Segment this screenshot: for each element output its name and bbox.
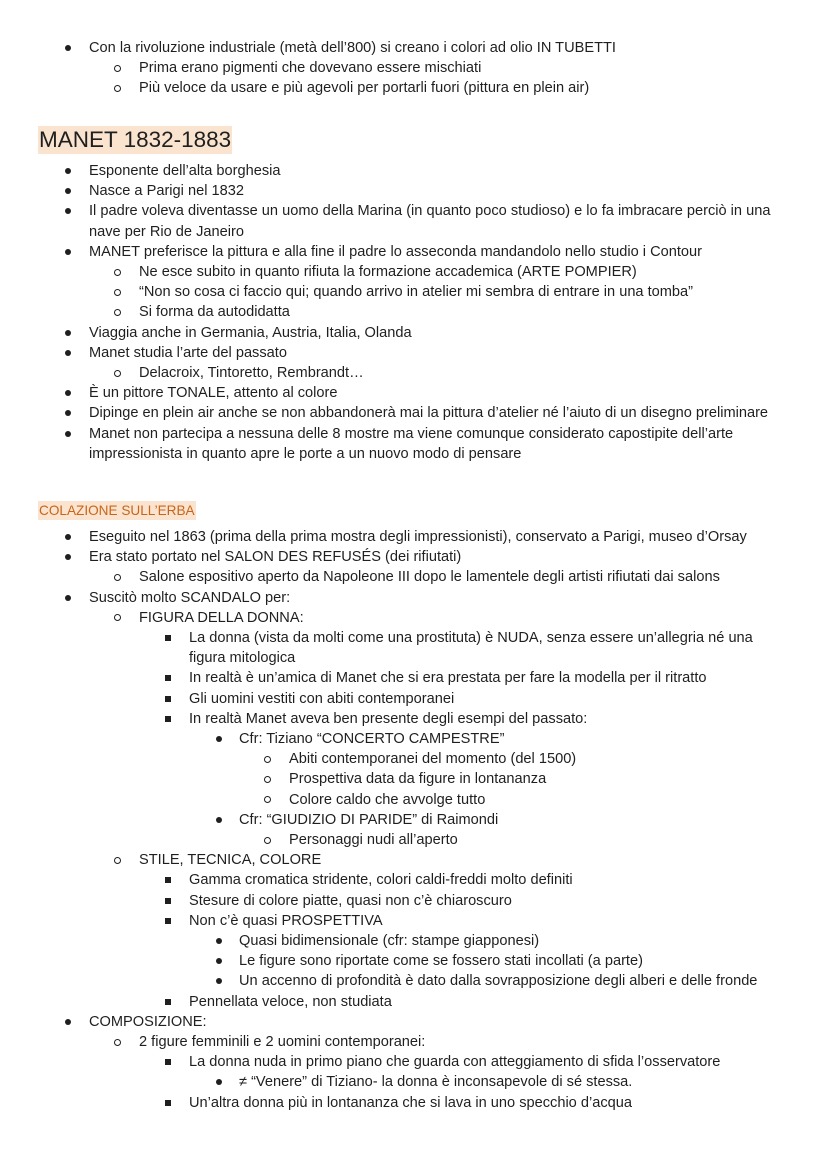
colazione-heading: COLAZIONE SULL’ERBA <box>39 503 195 518</box>
colazione-item: Un’altra donna più in lontananza che si lava in uno specchio d’acqua <box>0 1093 789 1113</box>
colazione-item: Pennellata veloce, non studiata <box>0 992 789 1012</box>
colazione-item: Prospettiva data da figure in lontananza <box>0 769 789 789</box>
colazione-item: FIGURA DELLA DONNA: <box>0 608 789 628</box>
colazione-item: Era stato portato nel SALON DES REFUSÉS (dei rifiutati) <box>0 547 779 567</box>
manet-item: Delacroix, Tintoretto, Rembrandt… <box>0 363 779 383</box>
manet-list <box>0 161 779 464</box>
manet-item: Si forma da autodidatta <box>0 302 779 322</box>
colazione-item: Colore caldo che avvolge tutto <box>0 790 789 810</box>
manet-item: Dipinge en plein air anche se non abbandonerà mai la pittura d’atelier né l’aiuto di un disegno preliminare <box>0 403 779 423</box>
colazione-item: La donna nuda in primo piano che guarda con atteggiamento di sfida l’osservatore <box>0 1052 789 1072</box>
manet-item: Il padre voleva diventasse un uomo della Marina (in quanto poco studioso) e lo fa imbracare perciò in una nave per Rio de Janeiro <box>0 201 779 241</box>
manet-item: Manet non partecipa a nessuna delle 8 mostre ma viene comunque considerato capostipite dell’arte impressionista in quanto apre le porte a un nuovo modo di pensare <box>0 424 779 464</box>
colazione-item: Quasi bidimensionale (cfr: stampe giapponesi) <box>0 931 789 951</box>
colazione-item: Eseguito nel 1863 (prima della prima mostra degli impressionisti), conservato a Parigi, museo d’Orsay <box>0 527 779 547</box>
colazione-item: Non c’è quasi PROSPETTIVA <box>0 911 789 931</box>
colazione-item: In realtà è un’amica di Manet che si era prestata per fare la modella per il ritratto <box>0 668 789 688</box>
colazione-item: Suscitò molto SCANDALO per: <box>0 588 779 608</box>
colazione-item: Gamma cromatica stridente, colori caldi-freddi molto definiti <box>0 870 789 890</box>
colazione-item: Un accenno di profondità è dato dalla sovrapposizione degli alberi e delle fronde <box>0 971 789 991</box>
colazione-item: La donna (vista da molti come una prostituta) è NUDA, senza essere un’allegria né una figura mitologica <box>0 628 789 668</box>
intro-list <box>0 38 779 99</box>
manet-item: Viaggia anche in Germania, Austria, Italia, Olanda <box>0 323 779 343</box>
intro-item: Con la rivoluzione industriale (metà dell’800) si creano i colori ad olio IN TUBETTI <box>0 38 779 58</box>
colazione-item: Personaggi nudi all’aperto <box>0 830 789 850</box>
manet-item: Ne esce subito in quanto rifiuta la formazione accademica (ARTE POMPIER) <box>0 262 779 282</box>
colazione-item: Abiti contemporanei del momento (del 1500) <box>0 749 789 769</box>
manet-item: Esponente dell’alta borghesia <box>0 161 779 181</box>
colazione-item: Salone espositivo aperto da Napoleone III dopo le lamentele degli artisti rifiutati dai salons <box>0 567 789 587</box>
colazione-list <box>0 527 789 1113</box>
manet-item: È un pittore TONALE, attento al colore <box>0 383 779 403</box>
manet-item: MANET preferisce la pittura e alla fine il padre lo asseconda mandandolo nello studio i Contour <box>0 242 779 262</box>
colazione-item: Stesure di colore piatte, quasi non c’è chiaroscuro <box>0 891 789 911</box>
intro-item: Prima erano pigmenti che dovevano essere mischiati <box>0 58 779 78</box>
colazione-item: Cfr: Tiziano “CONCERTO CAMPESTRE” <box>0 729 789 749</box>
colazione-item: ≠ “Venere” di Tiziano- la donna è inconsapevole di sé stessa. <box>0 1072 789 1092</box>
manet-item: “Non so cosa ci faccio qui; quando arrivo in atelier mi sembra di entrare in una tomba” <box>0 282 779 302</box>
manet-item: Nasce a Parigi nel 1832 <box>0 181 779 201</box>
colazione-item: Gli uomini vestiti con abiti contemporanei <box>0 689 789 709</box>
manet-item: Manet studia l’arte del passato <box>0 343 779 363</box>
colazione-item: 2 figure femminili e 2 uomini contemporanei: <box>0 1032 789 1052</box>
colazione-item: In realtà Manet aveva ben presente degli esempi del passato: <box>0 709 789 729</box>
colazione-item: COMPOSIZIONE: <box>0 1012 779 1032</box>
intro-item: Più veloce da usare e più agevoli per portarli fuori (pittura en plein air) <box>0 78 779 98</box>
colazione-item: Le figure sono riportate come se fossero stati incollati (a parte) <box>0 951 789 971</box>
colazione-item: STILE, TECNICA, COLORE <box>0 850 789 870</box>
colazione-item: Cfr: “GIUDIZIO DI PARIDE” di Raimondi <box>0 810 789 830</box>
manet-heading: MANET 1832-1883 <box>39 127 232 152</box>
